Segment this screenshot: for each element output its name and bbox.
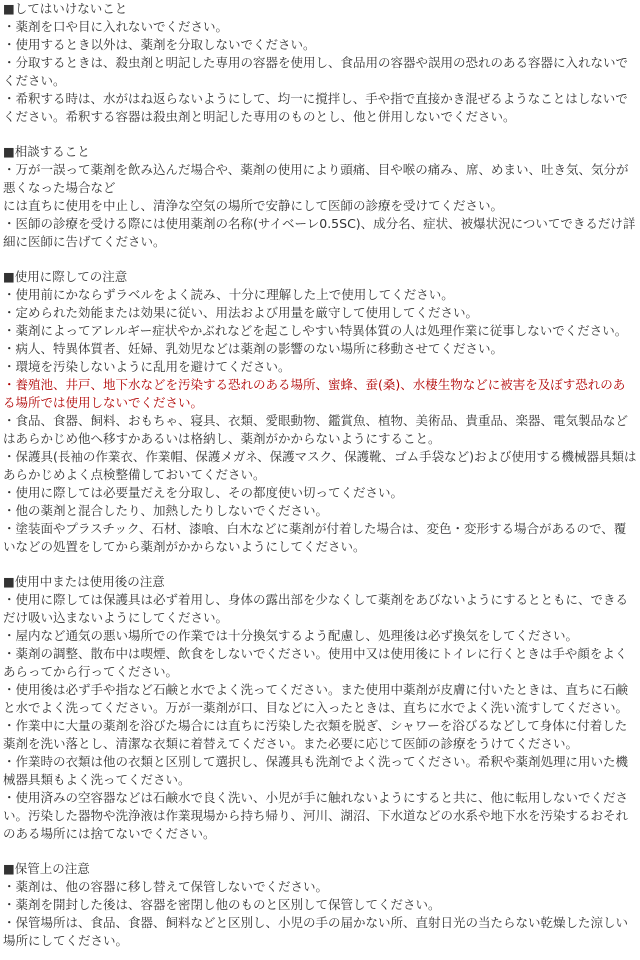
section-4 xyxy=(3,860,637,950)
list-item: ・保管場所は、食品、食器、飼料などと区別し、小児の手の届かない所、直射日光の当たらない乾燥した涼しい場所にしてください。 xyxy=(3,915,629,948)
list-item: ・使用前にかならずラベルをよく読み、十分に理解した上で使用してください。 xyxy=(3,287,454,302)
list-item: ・薬剤は、他の容器に移し替えて保管しないでください。 xyxy=(3,879,329,894)
section-heading: ■相談すること xyxy=(3,144,90,159)
section-1 xyxy=(3,143,637,251)
warning-item: ・養殖池、井戸、地下水などを汚染する恐れのある場所、蜜蜂、蚕(桑)、水棲生物などに被害を及ぼす恐れのある場所では使用しないでください。 xyxy=(3,377,626,410)
section-heading: ■使用に際しての注意 xyxy=(3,269,128,284)
list-item: ・作業時の衣類は他の衣類と区別して選択し、保護具も洗剤でよく洗ってください。希釈や薬剤処理に用いた機械器具類もよく洗ってください。 xyxy=(3,754,629,787)
list-item: ・保護具(長袖の作業衣、作業帽、保護メガネ、保護マスク、保護靴、ゴム手袋など)および使用する機械器具類はあらかじめよく点検整備しておいてください。 xyxy=(3,449,637,482)
list-item: ・使用済みの空容器などは石鹸水で良く洗い、小児が手に触れないようにすると共に、他に転用しないでください。汚染した器物や洗浄液は作業現場から持ち帰り、河川、湖沼、下水道などの水系や地下水を汚染するおそれのある場所には捨てないでください。 xyxy=(3,790,629,841)
section-2 xyxy=(3,268,637,556)
list-item: ・使用するとき以外は、薬剤を分取しないでください。 xyxy=(3,37,316,52)
list-item: ・食品、食器、飼料、おもちゃ、寝具、衣類、愛眼動物、鑑賞魚、植物、美術品、貴重品、楽器、電気製品などはあらかじめ他へ移すかあるいは格納し、薬剤がかからないようにすること。 xyxy=(3,413,629,446)
list-item: には直ちに使用を中止し、清浄な空気の場所で安静にして医師の診療を受けてください。 xyxy=(3,198,504,213)
list-item: ・万が一誤って薬剤を飲み込んだ場合や、薬剤の使用により頭痛、目や喉の痛み、席、めまい、吐き気、気分が悪くなった場合など xyxy=(3,162,629,195)
list-item: ・使用後は必ず手や指など石鹸と水でよく洗ってください。また使用中薬剤が皮膚に付いたときは、直ちに石鹸と水でよく洗ってください。万が一薬剤が口、目などに入ったときは、直ちに水でよく洗い流すしてください。 xyxy=(3,682,629,715)
section-0 xyxy=(3,0,637,126)
section-heading: ■してはいけないこと xyxy=(3,1,128,16)
list-item: ・薬剤の調整、散布中は喫煙、飲食をしないでください。使用中又は使用後にトイレに行くときは手や顔をよくあらってから行ってください。 xyxy=(3,646,628,679)
list-item: ・使用に際しては必要量だえを分取し、その都度使い切ってください。 xyxy=(3,485,404,500)
list-item: ・薬剤によってアレルギー症状やかぶれなどを起こしやすい特異体質の人は処理作業に従事しないでください。 xyxy=(3,323,628,338)
list-item: ・医師の診療を受ける際には使用薬剤の名称(サイベーレ0.5SC)、成分名、症状、被爆状況についてできるだけ詳細に医師に告げてください。 xyxy=(3,216,636,249)
list-item: ・塗装面やプラスチック、石材、漆喰、白木などに薬剤が付着した場合は、変色・変形する場合があるので、覆いなどの処置をしてから薬剤がかからないようにしてください。 xyxy=(3,521,627,554)
section-heading: ■保管上の注意 xyxy=(3,861,90,876)
list-item: ・薬剤を開封した後は、容器を密閉し他のものと区別して保管してください。 xyxy=(3,897,441,912)
list-item: ・分取するときは、殺虫剤と明記した専用の容器を使用し、食品用の容器や誤用の恐れのある容器に入れないでください。 xyxy=(3,55,629,88)
section-3 xyxy=(3,573,637,843)
list-item: ・作業中に大量の薬剤を浴びた場合には直ちに汚染した衣類を脱ぎ、シャワーを浴びるなどして身体に付着した薬剤を洗い落とし、清潔な衣類に着替えてください。また必要に応じて医師の診療をうけてください。 xyxy=(3,718,628,751)
list-item: ・希釈する時は、水がはね返らないようにして、均一に撹拌し、手や指で直接かき混ぜるようなことはしないでください。希釈する容器は殺虫剤と明記した専用のものとし、他と併用しないでください。 xyxy=(3,91,628,124)
list-item: ・屋内など通気の悪い場所での作業では十分換気するよう配慮し、処理後は必ず換気をしてください。 xyxy=(3,628,579,643)
list-item: ・薬剤を口や目に入れないでください。 xyxy=(3,19,229,34)
list-item: ・病人、特異体質者、妊婦、乳効児などは薬剤の影響のない場所に移動させてください。 xyxy=(3,341,504,356)
list-item: ・使用に際しては保護具は必ず着用し、身体の露出部を少なくして薬剤をあびないようにするとともに、できるだけ吸い込まないようにしてください。 xyxy=(3,592,629,625)
list-item: ・他の薬剤と混合したり、加熱したりしないでください。 xyxy=(3,503,329,518)
list-item: ・環境を汚染しないように乱用を避けてください。 xyxy=(3,359,291,374)
list-item: ・定められた効能または効果に従い、用法および用量を厳守して使用してください。 xyxy=(3,305,479,320)
section-heading: ■使用中または使用後の注意 xyxy=(3,574,165,589)
